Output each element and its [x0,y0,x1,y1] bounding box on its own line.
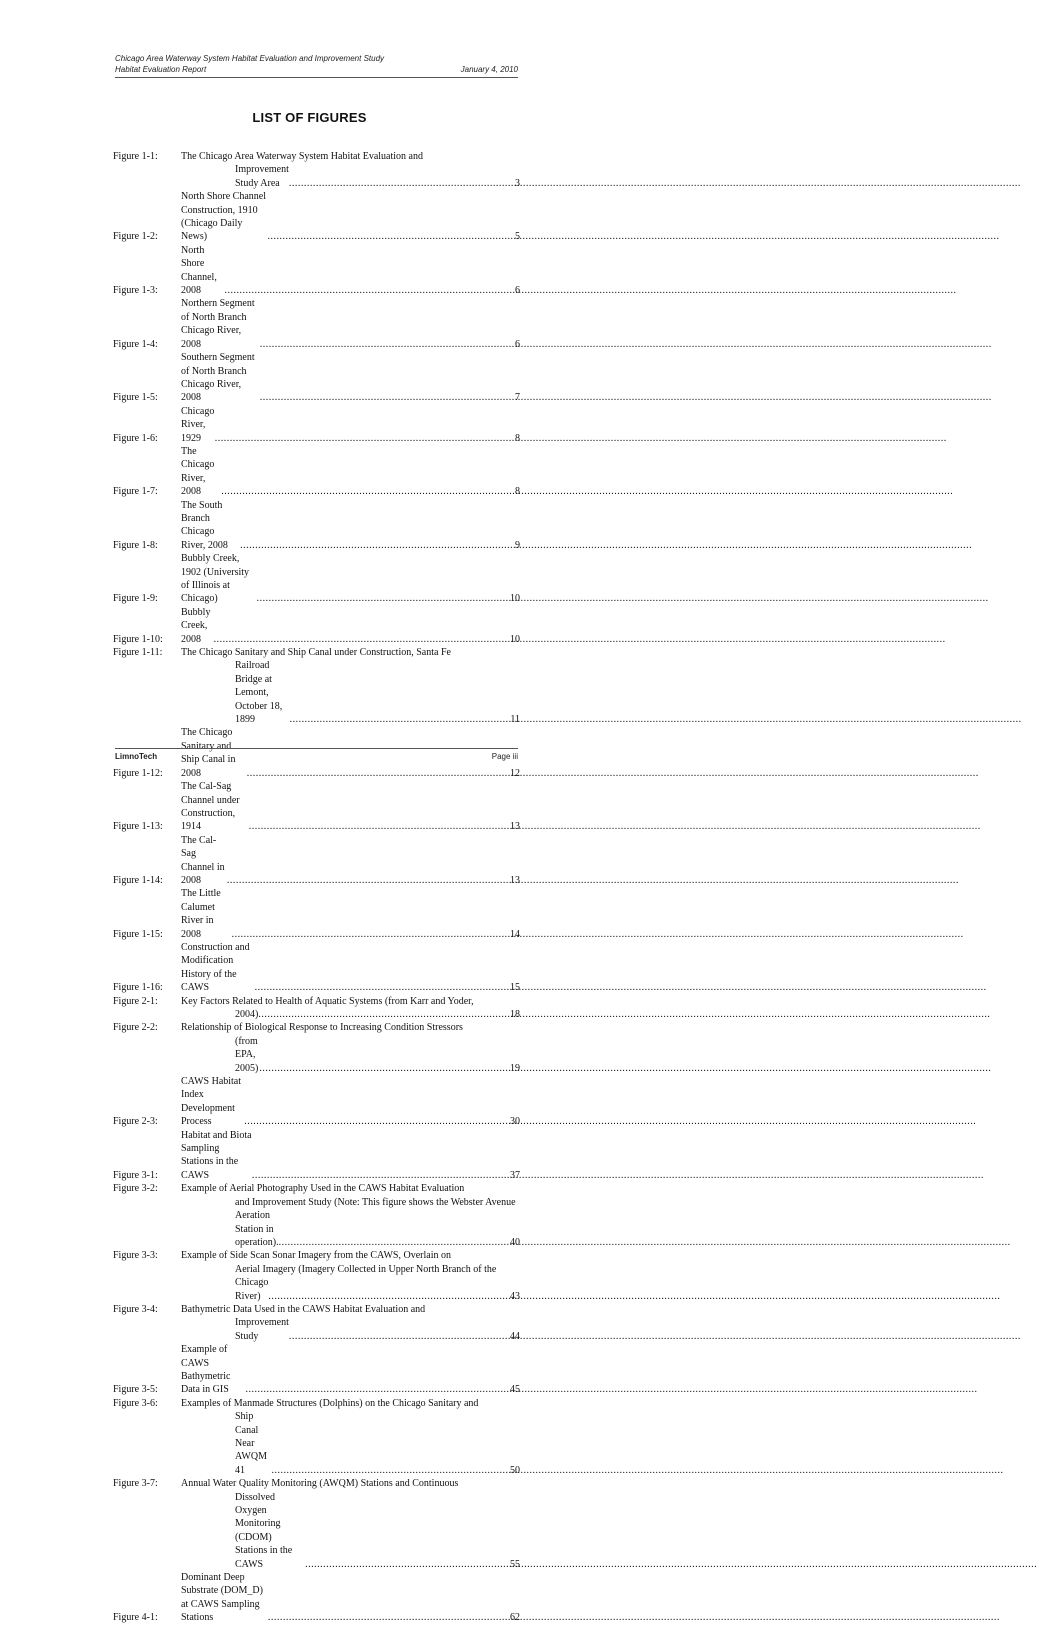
figure-label: Figure 3-7: [113,1478,158,1490]
figure-page-number: 62 [510,1612,520,1624]
figure-caption: North Shore Channel Construction, 1910 (Chicago Daily News) [181,191,266,243]
running-header [115,53,518,78]
dot-leader [272,1464,510,1477]
figure-page-number: 18 [510,1009,520,1020]
dot-leader [260,338,514,351]
figure-caption: Chicago River, 1929 [181,405,215,444]
figure-caption: The South Branch Chicago River, 2008 [181,499,228,551]
figure-caption: Annual Water Quality Monitoring (AWQM) Stations and Continuous [181,1478,459,1490]
dot-leader [247,767,509,780]
figure-entry[interactable] [113,780,520,834]
figure-caption: Bubbly Creek, 2008 [181,606,211,645]
figures-list [113,150,520,1625]
figure-page-number: 44 [510,1330,520,1342]
figure-caption: The Chicago Sanitary and Ship Canal under Construction, Santa Fe [181,647,451,659]
dot-leader [252,1169,509,1182]
figure-label: Figure 2-1: [113,995,158,1007]
figure-label: Figure 1-13: [113,821,163,833]
figure-page-number: 30 [510,1116,520,1128]
figure-caption: The Chicago Sanitary and Ship Canal in 2008 [181,727,236,779]
figure-caption: The Chicago River, 2008 [181,445,215,498]
figure-label: Figure 1-7: [113,486,158,498]
figure-caption: Relationship of Biological Response to Increasing Condition Stressors [181,1022,463,1034]
dot-leader [289,1330,509,1343]
dot-leader [255,981,509,994]
figure-entry[interactable] [113,552,520,606]
figure-caption: Bubbly Creek, 1902 (University of Illinois at Chicago) [181,553,250,605]
figure-label: Figure 3-1: [113,1169,158,1181]
figure-entry[interactable] [113,244,520,298]
figure-page-number: 6 [515,338,520,350]
figure-label: Figure 3-2: [113,1183,158,1195]
figure-page-number: 55 [510,1558,520,1570]
figure-caption: Dominant Deep Substrate (DOM_D) at CAWS Sampling Stations [181,1572,263,1624]
figure-page-number: 15 [510,982,520,994]
figure-caption: Examples of Manmade Structures (Dolphins) on the Chicago Sanitary and [181,1397,479,1409]
page-title: LIST OF FIGURES [252,110,367,125]
figure-page-number: 45 [510,1384,520,1396]
figure-entry[interactable] [113,1343,520,1397]
dot-leader [258,1008,509,1021]
figure-page-number: 11 [510,714,520,726]
figure-caption-continued: Railroad Bridge at Lemont, October 18, 1899 [235,660,283,726]
dot-leader [268,1611,509,1624]
figure-caption-continued: Improvement Study [235,1317,289,1342]
figure-page-number: 13 [510,821,520,833]
figure-page-number: 13 [510,874,520,886]
dot-leader [221,485,514,498]
figure-entry[interactable] [113,1303,520,1316]
dot-leader [267,230,514,243]
figure-page-number: 7 [515,392,520,404]
figure-caption: Southern Segment of North Branch Chicago River, 2008 [181,352,255,404]
figure-entry[interactable] [113,1182,520,1195]
figure-label: Figure 1-4: [113,338,158,350]
figure-page-number: 9 [515,539,520,551]
dot-leader [227,874,509,887]
figure-caption: The Cal-Sag Channel in 2008 [181,834,225,886]
figure-label: Figure 1-15: [113,928,163,940]
figure-entry[interactable] [113,1249,520,1262]
dot-leader [260,391,514,404]
figure-entry[interactable] [113,445,520,499]
figure-caption: Key Factors Related to Health of Aquatic Systems (from Karr and Yoder, [181,995,474,1007]
dot-leader [290,713,510,726]
figure-label: Figure 1-3: [113,285,158,297]
figure-caption: North Shore Channel, 2008 [181,244,217,297]
figure-entry[interactable] [113,995,520,1008]
figure-entry[interactable] [113,606,520,646]
dot-leader [289,177,514,190]
figure-label: Figure 1-11: [113,647,163,659]
figure-label: Figure 1-6: [113,432,158,444]
dot-leader [257,592,509,605]
dot-leader [215,432,514,445]
figure-entry[interactable] [113,887,520,941]
figure-page-number: 19 [510,1062,520,1074]
figure-label: Figure 1-16: [113,982,163,994]
figure-caption-continued: Aerial Imagery (Imagery Collected in Upper North Branch of the [235,1263,497,1275]
figure-caption-continued: Dissolved Oxygen Monitoring (CDOM) Stations in the CAWS [235,1491,293,1570]
figure-caption: The Little Calumet River in 2008 [181,888,221,940]
figure-caption: Bathymetric Data Used in the CAWS Habitat Evaluation and [181,1303,426,1315]
figure-label: Figure 2-2: [113,1022,158,1034]
header-study-title: Chicago Area Waterway System Habitat Evaluation and Improvement Study [115,54,385,63]
figure-label: Figure 3-6: [113,1397,158,1409]
figure-entry[interactable] [113,834,520,888]
figure-caption: The Chicago Area Waterway System Habitat Evaluation and [181,151,423,162]
figure-label: Figure 3-5: [113,1384,158,1396]
figure-caption-continued: (from EPA, 2005) [235,1035,259,1074]
figure-caption-continued: 2004) [235,1009,259,1020]
figure-label: Figure 1-5: [113,392,158,404]
figure-caption-continued: and Improvement Study (Note: This figure shows the Webster Avenue [235,1196,516,1208]
figure-caption-continued: Chicago River) [235,1277,269,1302]
figure-caption: Example of Aerial Photography Used in the CAWS Habitat Evaluation [181,1183,465,1195]
figure-page-number: 8 [515,432,520,444]
figure-page-number: 3 [515,177,520,189]
header-rule [115,77,518,78]
figure-caption: Example of CAWS Bathymetric Data in GIS [181,1344,231,1396]
footer-brand: LimnoTech [115,752,158,761]
figure-entry[interactable] [113,1075,520,1129]
footer-rule [115,748,518,749]
dot-leader [259,1062,509,1075]
figure-page-number: 12 [510,767,520,779]
figure-label: Figure 1-1: [113,151,158,162]
figure-caption-continued: Ship Canal Near AWQM 41 [235,1411,267,1476]
figure-label: Figure 4-1: [113,1612,158,1624]
figure-label: Figure 1-12: [113,767,163,779]
dot-leader [244,1115,509,1128]
figure-page-number: 8 [515,486,520,498]
figure-entry[interactable] [113,150,520,163]
figure-entry[interactable] [113,1129,520,1183]
figure-label: Figure 1-14: [113,874,163,886]
figure-entry[interactable] [113,499,520,553]
figure-caption: CAWS Habitat Index Development Process [181,1076,242,1128]
header-report-title: Habitat Evaluation Report [115,65,207,74]
figure-caption: Habitat and Biota Sampling Stations in the CAWS [181,1129,252,1181]
figure-label: Figure 3-3: [113,1250,158,1262]
running-footer [115,748,518,761]
figure-label: Figure 1-10: [113,633,163,645]
figure-label: Figure 3-4: [113,1303,158,1315]
figure-entry[interactable] [113,351,520,405]
figure-entry[interactable] [113,190,520,244]
header-date: January 4, 2010 [460,65,518,74]
figure-label: Figure 2-3: [113,1116,158,1128]
figure-page-number: 50 [510,1464,520,1476]
dot-leader [214,633,509,646]
figure-entry[interactable] [113,646,520,659]
dot-leader [240,539,514,552]
dot-leader [268,1290,509,1303]
figure-caption-continued: Improvement Study Area [235,164,289,189]
dot-leader [249,820,509,833]
figure-caption: Construction and Modification History of the CAWS [181,941,250,994]
figure-page-number: 43 [510,1290,520,1302]
figure-entry[interactable] [113,1021,520,1034]
figure-label: Figure 1-8: [113,539,158,551]
figure-label: Figure 1-9: [113,593,158,605]
figure-page-number: 5 [515,231,520,243]
figure-page-number: 14 [510,928,520,940]
figure-entry[interactable] [113,941,520,995]
figure-entry[interactable] [113,1571,520,1625]
footer-page-number: Page iii [491,752,518,761]
figure-caption: Example of Side Scan Sonar Imagery from the CAWS, Overlain on [181,1250,451,1262]
figure-page-number: 10 [510,593,520,605]
dot-leader [225,284,515,297]
figure-entry[interactable] [113,1397,520,1410]
figure-entry[interactable] [113,297,520,351]
figure-entry[interactable] [113,1477,520,1490]
figure-caption-continued: Aeration Station in operation). [235,1210,279,1248]
figure-caption: Northern Segment of North Branch Chicago River, 2008 [181,298,255,350]
figure-page-number: 10 [510,633,520,645]
figure-label: Figure 1-2: [113,231,158,243]
figure-caption: The Cal-Sag Channel under Construction, 1914 [181,781,240,833]
figure-page-number: 40 [510,1236,520,1248]
dot-leader [279,1236,509,1249]
dot-leader [232,928,509,941]
figure-page-number: 6 [515,285,520,297]
figure-entry[interactable] [113,405,520,445]
dot-leader [305,1558,509,1571]
figure-page-number: 37 [510,1169,520,1181]
dot-leader [246,1383,510,1396]
